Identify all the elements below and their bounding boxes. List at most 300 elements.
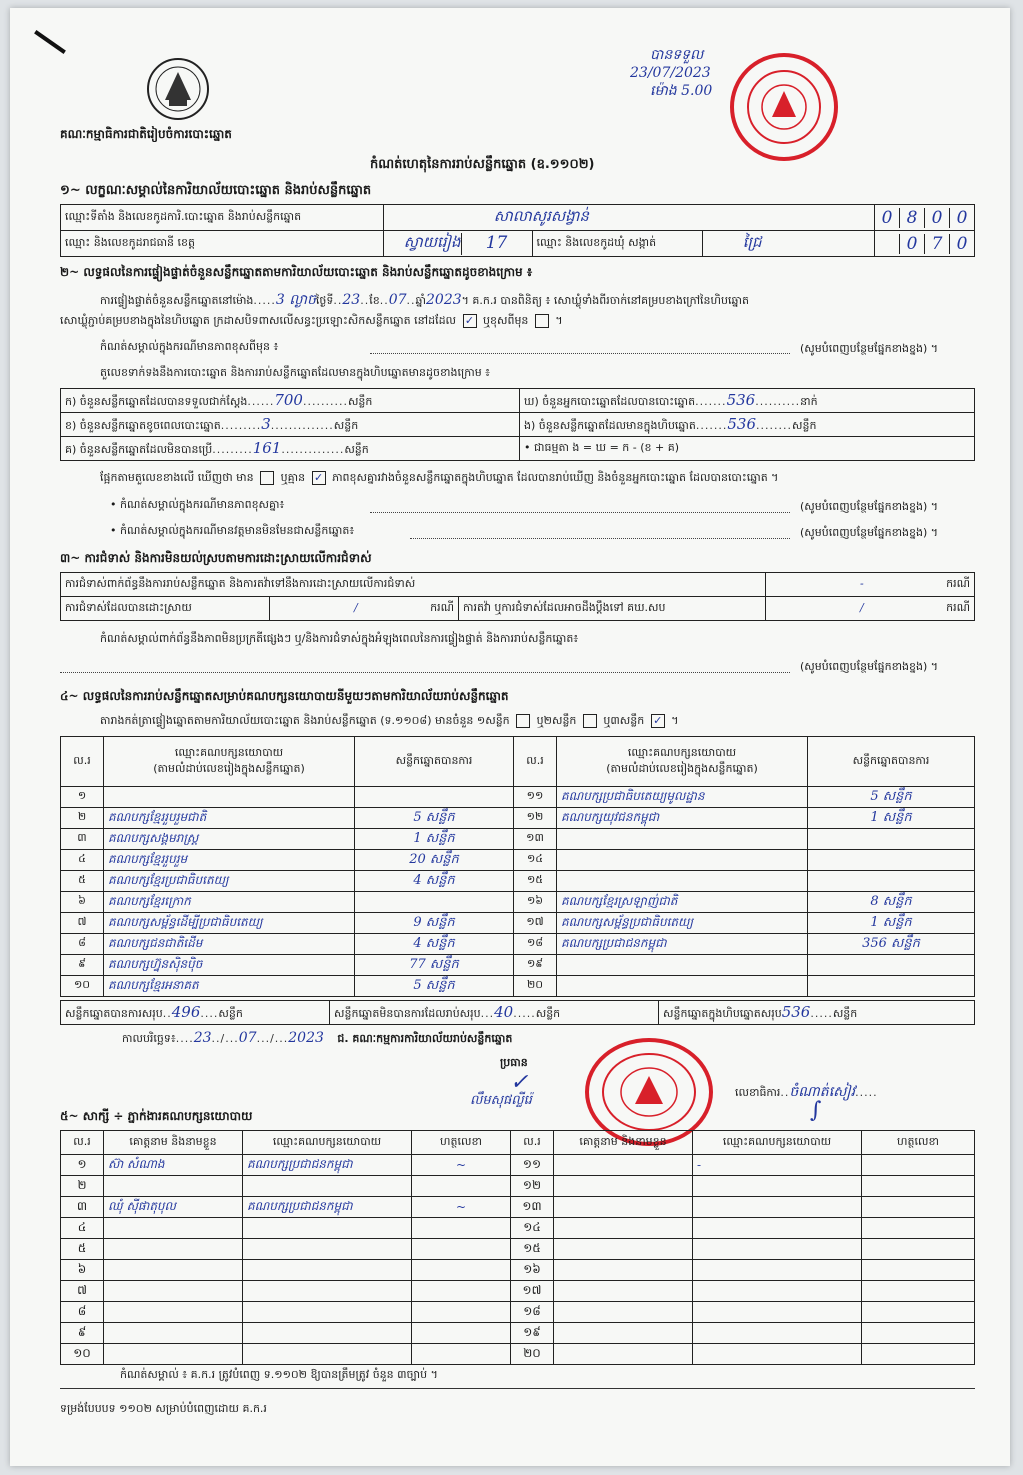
row-number: ៤ (61, 1218, 104, 1239)
row1-value: សាលាសូរសង្វាន់ (383, 205, 874, 231)
note-difference: កំណត់សម្គាល់ក្នុងករណីមានភាពខុសពីមុន ៖ (100, 340, 279, 353)
col-votes: សន្លឹកឆ្នោតបានការ (808, 737, 975, 787)
row-number: ៣ (61, 829, 104, 850)
witness-party (693, 1281, 862, 1302)
unchanged-checkbox[interactable]: ✓ (463, 314, 477, 328)
appeal-value: / (860, 600, 864, 614)
unit: នាក់ (800, 394, 818, 408)
committee-label: ជ. គណៈកម្មការការិយាល័យរាប់សន្លឹកឆ្នោត (337, 1032, 513, 1045)
col-votes: សន្លឹកឆ្នោតបានការ (355, 737, 514, 787)
party-name: គណបក្សជនជាតិដើម (104, 934, 355, 955)
witness-name (104, 1302, 243, 1323)
table-row (61, 1323, 975, 1344)
row-number: ១៤ (514, 850, 557, 871)
text: តារាងកត់ត្រាផ្ទៀងឆ្នោតតាមការិយាល័យបោះឆ្នោត និងរាប់សន្លឹកឆ្នោត (ទ.១១០៨) មានចំនួន ១សន្លឹក (100, 714, 510, 727)
row1-code (875, 205, 975, 231)
unit: សន្លឹក (333, 418, 359, 432)
table-row (61, 892, 975, 913)
col-no: ល.រ (514, 737, 557, 787)
secretary-name: ចំណាត់សៀវ (789, 1084, 856, 1100)
vote-count: 20 សន្លឹក (355, 850, 514, 871)
witness-name (104, 1218, 243, 1239)
party-name (557, 850, 808, 871)
witness-signature: ~ (412, 1197, 511, 1218)
date-month: 07 (238, 1030, 257, 1046)
witness-footnote: កំណត់សម្គាល់ ៖ គ.ក.រ ត្រូវបំពេញ ទ.១១០២ ឱ្យបានត្រឹមត្រូវ ចំនួន ៣ច្បាប់ ។ (120, 1368, 438, 1381)
row-number: ១៦ (514, 892, 557, 913)
witness-name (554, 1302, 693, 1323)
row-number: ១៥ (511, 1239, 554, 1260)
witness-party: - (693, 1155, 862, 1176)
witness-party (693, 1239, 862, 1260)
ko-label: គ) ចំនួនសន្លឹកឆ្នោតដែលមិនបានប្រើ (65, 442, 213, 456)
col-name: គោត្តនាម និងនាមខ្លួន (104, 1131, 243, 1155)
row-number: ១៩ (511, 1323, 554, 1344)
text: ថ្ងៃទី (315, 294, 334, 307)
witness-name (104, 1176, 243, 1197)
witness-signature (412, 1218, 511, 1239)
has-difference-checkbox[interactable] (260, 471, 274, 485)
col-name: គោត្តនាម និងនាមខ្លួន (554, 1131, 693, 1155)
witness-name (554, 1197, 693, 1218)
received-note (630, 46, 712, 100)
col-party: ឈ្មោះគណបក្សនយោបាយ (693, 1131, 862, 1155)
row-number: ១៦ (511, 1260, 554, 1281)
vote-count (355, 787, 514, 808)
totals-row: សន្លឹកឆ្នោតបានការសរុប..496....សន្លឹក សន្លឹកឆ្នោតមិនបានការដែលរាប់សរុប...40.....សន្លឹក សន្លឹកឆ្នោតក្នុងហិបឆ្នោតសរុប536.....សន្លឹក (60, 1000, 975, 1025)
text: ឬខុសពីមុន (483, 314, 529, 327)
table-row (61, 955, 975, 976)
chair-signature: ✓ (510, 1070, 529, 1095)
party-results-table (60, 736, 975, 997)
witness-signature (412, 1344, 511, 1365)
vote-count: 4 សន្លឹក (355, 871, 514, 892)
formula: ជាធម្មតា ង = ឃ = ក - (ខ + គ) (534, 440, 679, 454)
party-name (104, 787, 355, 808)
year-value: 2023 (426, 292, 462, 308)
witness-party (243, 1281, 412, 1302)
party-name: គណបក្សខ្មែររួបរួមជាតិ (104, 808, 355, 829)
document-title: កំណត់ហេតុនៃការរាប់សន្លឹកឆ្នោត (ឧ.១១០២) (370, 157, 595, 172)
nec-emblem-icon (145, 56, 211, 122)
date-label: កាលបរិច្ឆេទ៖ (122, 1032, 176, 1045)
col-party-title: ឈ្មោះគណបក្សនយោបាយ (174, 745, 284, 759)
text: ផ្អែកតាមតួលេខខាងលើ ឃើញថា មាន (100, 471, 254, 484)
row-number: ១១ (514, 787, 557, 808)
table-row (61, 1218, 975, 1239)
secretary-label: លេខាធិការ (735, 1086, 781, 1099)
unit: សន្លឹក (791, 418, 817, 432)
witness-signature: ~ (412, 1155, 511, 1176)
resolved-objections-value: / (354, 600, 358, 614)
table-row (61, 1302, 975, 1323)
table-row (61, 1239, 975, 1260)
witness-name (554, 1218, 693, 1239)
witness-name: ឈុំ សុីផាតុបុល (104, 1197, 243, 1218)
party-name: គណបក្សសម្ព័ន្ធដើម្បីប្រជាធិបតេយ្យ (104, 913, 355, 934)
code-digit: 8 (900, 208, 925, 228)
sum-invalid-value: 40 (494, 1002, 514, 1021)
row-number: ១៨ (511, 1302, 554, 1323)
row-number: ៩ (61, 1323, 104, 1344)
vote-count: 356 សន្លឹក (808, 934, 975, 955)
party-name: គណបក្សសម្ព័ន្ធប្រជាធិបតេយ្យ (557, 913, 808, 934)
party-name (557, 871, 808, 892)
table-row (61, 913, 975, 934)
witness-party: គណបក្សប្រជាជនកម្ពុជា (243, 1155, 412, 1176)
ka-label: ក) ចំនួនសន្លឹកឆ្នោតដែលបានទទួលជាក់ស្តែង (65, 394, 248, 408)
commune-name: ជ្រៃ (702, 231, 874, 257)
row-number: ២០ (511, 1344, 554, 1365)
table-row (61, 871, 975, 892)
section4-heading: ៤~ លទ្ធផលនៃការរាប់សន្លឹកឆ្នោតសម្រាប់គណបក្សនយោបាយនីមួយៗតាមការិយាល័យរាប់សន្លឹកឆ្នោត (60, 689, 509, 703)
table-row (61, 1197, 975, 1218)
text: សោឃ្លុំភ្ជាប់គម្របខាងក្នុងនៃហិបឆ្នោត ក្រដាសបិទពាសលើសន្ធះប្រឡោះសិកសន្លឹកឆ្នោត នៅដដែល (60, 314, 457, 327)
day-value: 23 (342, 292, 361, 308)
witness-signature (862, 1218, 975, 1239)
secretary-signature: ∫ (810, 1098, 822, 1123)
row-number: ៦ (61, 892, 104, 913)
row-number: ១៧ (511, 1281, 554, 1302)
witness-party (243, 1344, 412, 1365)
row-number: ៧ (61, 1281, 104, 1302)
received-date: 23/07/2023 (630, 65, 711, 81)
row-number: ៨ (61, 1302, 104, 1323)
witness-signature (862, 1302, 975, 1323)
resolved-objections-label: ការជំទាស់ដែលបានដោះស្រាយ (61, 597, 270, 621)
row-number: ៥ (61, 871, 104, 892)
party-name: គណបក្សប្រជាជនកម្ពុជា (557, 934, 808, 955)
province-name: ស្វាយរៀង (403, 232, 461, 251)
chair-name: លឹមសុផល្លីរ៉េ (470, 1093, 532, 1108)
unit: សន្លឹក (218, 1006, 243, 1020)
party-name: គណបក្សប្រជាធិបតេយ្យមូលដ្ឋាន (557, 787, 808, 808)
table-row (61, 1260, 975, 1281)
row-number: ១២ (511, 1176, 554, 1197)
witness-party (693, 1197, 862, 1218)
sum-valid-label: សន្លឹកឆ្នោតបានការសរុប (65, 1006, 163, 1020)
pen-mark (34, 30, 66, 54)
date-day: 23 (193, 1030, 212, 1046)
party-name (557, 976, 808, 997)
text: ។ គ.ក.រ បានពិនិត្យ ៖ សោឃ្លុំទាំងពីរចាក់នៅគម្របខាងក្រៅនៃហិបឆ្នោត (461, 294, 749, 307)
text: ការផ្ទៀងផ្ទាត់ចំនួនសន្លឹកឆ្នោតនៅម៉ោង (100, 294, 254, 307)
witness-party (243, 1239, 412, 1260)
kha-label: ខ) ចំនួនសន្លឹកឆ្នោតខូចពេលបោះឆ្នោត (65, 418, 221, 432)
vote-count: 1 សន្លឹក (355, 829, 514, 850)
witness-name (554, 1344, 693, 1365)
vote-count: 5 សន្លឹក (355, 808, 514, 829)
commune-code-digit: 7 (925, 234, 950, 254)
col-sign: ហត្ថលេខា (862, 1131, 975, 1155)
witness-name (554, 1176, 693, 1197)
section1-heading: ១~ លក្ខណៈសម្គាល់នៃការិយាល័យបោះឆ្នោត និងរាប់សន្លឹកឆ្នោត (60, 183, 372, 198)
party-name: គណបក្សខ្មែរស្រឡាញ់ជាតិ (557, 892, 808, 913)
vote-count: 9 សន្លឹក (355, 913, 514, 934)
witness-signature (862, 1260, 975, 1281)
chair-label: ប្រធាន (500, 1056, 528, 1069)
ngo-label: ង) ចំនួនសន្លឹកឆ្នោតដែលមានក្នុងហិបឆ្នោត (524, 418, 696, 432)
objection-row1-label: ការជំទាស់ពាក់ព័ន្ធនឹងការរាប់សន្លឹកឆ្នោត និងការតវ៉ាទៅនឹងការដោះស្រាយលើការជំទាស់ (61, 573, 766, 597)
row-number: ១០ (61, 976, 104, 997)
col-sign: ហត្ថលេខា (412, 1131, 511, 1155)
ko-value: 161 (252, 438, 282, 457)
vote-count (808, 955, 975, 976)
note-foreign-objects: • កំណត់សម្គាល់ក្នុងករណីមានវត្តមានមិនមែនជាសន្លឹកឆ្នោត៖ (110, 524, 355, 537)
table-row (61, 1344, 975, 1365)
table-row (61, 976, 975, 997)
sum-valid-value: 496 (171, 1002, 201, 1021)
case-unit: ករណី (946, 576, 970, 590)
witness-name (554, 1260, 693, 1281)
section3-heading: ៣~ ការជំទាស់ និងការមិនយល់ស្របតាមការដោះស្រាយលើការជំទាស់ (60, 551, 372, 565)
vote-count: 77 សន្លឹក (355, 955, 514, 976)
witness-party (693, 1260, 862, 1281)
tally-sheets-line: តារាងកត់ត្រាផ្ទៀងឆ្នោតតាមការិយាល័យបោះឆ្នោត និងរាប់សន្លឹកឆ្នោត (ទ.១១០៨) មានចំនួន ១សន្លឹក ឬ២សន្លឹក ឬ៣សន្លឹក ✓ ។ (100, 714, 679, 727)
month-value: 07 (388, 292, 407, 308)
col-party-sub: (តាមលំដាប់លេខរៀងក្នុងសន្លឹកឆ្នោត) (153, 761, 305, 775)
gho-label: ឃ) ចំនួនអ្នកបោះឆ្នោតដែលបានបោះឆ្នោត (524, 394, 696, 408)
row-number: ១៣ (514, 829, 557, 850)
witness-party (693, 1218, 862, 1239)
witness-name (554, 1239, 693, 1260)
section1-table (60, 204, 975, 257)
three-sheets-checkbox[interactable]: ✓ (651, 714, 665, 728)
row-number: ១៩ (514, 955, 557, 976)
unit: សន្លឹក (535, 1006, 561, 1020)
unit: សន្លឹក (347, 394, 373, 408)
witness-signature (862, 1323, 975, 1344)
witness-name: ស៊ា សំណាង (104, 1155, 243, 1176)
col-no: ល.រ (61, 737, 104, 787)
witness-name (104, 1239, 243, 1260)
case-unit: ករណី (430, 600, 454, 614)
row-number: ៩ (61, 955, 104, 976)
row2-label: ឈ្មោះ និងលេខកូដរាជធានី ខេត្ត (61, 231, 384, 257)
form-footer: ទម្រង់បែបបទ ១១០២ សម្រាប់បំពេញដោយ គ.ក.រ (60, 1402, 267, 1415)
date-year: 2023 (288, 1030, 324, 1046)
ngo-value: 536 (727, 414, 756, 433)
commune-code-digit: 0 (956, 233, 968, 254)
unit: សន្លឹក (344, 442, 369, 456)
witness-signature (412, 1176, 511, 1197)
party-name: គណបក្សសង្គមរាស្ត្រ (104, 829, 355, 850)
objection-row1-value: - (860, 576, 864, 590)
verification-line: ការផ្ទៀងផ្ទាត់ចំនួនសន្លឹកឆ្នោតនៅម៉ោង.....3 ល្ងាចថ្ងៃទី..23..ខែ..07..ឆ្នាំ2023។ គ.ក.រ បានពិនិត្យ ៖ សោឃ្លុំទាំងពីរចាក់នៅគម្របខាងក្រៅនៃហិបឆ្នោត (100, 292, 749, 308)
fill-hint: (សូមបំពេញបន្ថែមផ្នែកខាងខ្នង) ។ (800, 500, 939, 513)
witness-signature (412, 1260, 511, 1281)
commune-code-digit: 0 (900, 234, 925, 254)
row-number: ៦ (61, 1260, 104, 1281)
witness-signature (862, 1155, 975, 1176)
row-number: ៥ (61, 1239, 104, 1260)
witness-party (693, 1323, 862, 1344)
agency-name: គណៈកម្មាធិការជាតិរៀបចំការបោះឆ្នោត (60, 127, 232, 141)
party-name: គណបក្សយុវជនកម្ពុជា (557, 808, 808, 829)
figures-intro: តួលេខទាក់ទងនឹងការបោះឆ្នោត និងការរាប់សន្លឹកឆ្នោតដែលមានក្នុងហិបឆ្នោតមានដូចខាងក្រោម ៖ (100, 366, 491, 379)
difference-line (100, 471, 778, 487)
province-code: 17 (461, 233, 532, 255)
received-label: បានទទួល (650, 47, 704, 63)
party-name: គណបក្សខ្មែរប្រជាធិបតេយ្យ (104, 871, 355, 892)
witness-party (243, 1176, 412, 1197)
table-row (61, 829, 975, 850)
text: ខែ (369, 294, 380, 307)
witness-party (693, 1302, 862, 1323)
party-name: គណបក្សខ្មែរក្រោក (104, 892, 355, 913)
col-no: ល.រ (61, 1131, 104, 1155)
ka-value: 700 (274, 390, 303, 409)
col-party: ឈ្មោះគណបក្សនយោបាយ (243, 1131, 412, 1155)
vote-count: 5 សន្លឹក (355, 976, 514, 997)
witness-signature (862, 1197, 975, 1218)
row-number: ១៧ (514, 913, 557, 934)
witness-signature (862, 1344, 975, 1365)
table-row (61, 1281, 975, 1302)
no-difference-checkbox[interactable]: ✓ (312, 471, 326, 485)
secretary-line: លេខាធិការ..ចំណាត់សៀវ..... (735, 1084, 878, 1100)
witness-name (104, 1281, 243, 1302)
vote-count: 1 សន្លឹក (808, 913, 975, 934)
witness-signature (862, 1239, 975, 1260)
table-row (61, 787, 975, 808)
vote-count (808, 976, 975, 997)
gho-value: 536 (726, 390, 756, 409)
witness-party (243, 1218, 412, 1239)
party-name (557, 829, 808, 850)
witness-party (243, 1323, 412, 1344)
row-number: ៧ (61, 913, 104, 934)
witness-name (554, 1281, 693, 1302)
ballot-count-report-page (10, 8, 1010, 1466)
vote-count (808, 850, 975, 871)
vote-count: 5 សន្លឹក (808, 787, 975, 808)
irregularity-note: កំណត់សម្គាល់ពាក់ព័ន្ធនឹងភាពមិនប្រក្រតីផ្សេងៗ ឬ/និងការជំទាស់ក្នុងអំឡុងពេលនៃការផ្ទៀងផ្ទាត់ និងការរាប់សន្លឹកឆ្នោត៖ (100, 632, 579, 645)
col-party-sub: (តាមលំដាប់លេខរៀងក្នុងសន្លឹកឆ្នោត) (606, 761, 758, 775)
appeal-label: ការតវ៉ា ឬការជំទាស់ដែលអាចដឹងប្ដឹងទៅ គឃ.សប (459, 597, 766, 621)
witness-signature (412, 1239, 511, 1260)
table-row (61, 934, 975, 955)
kha-value: 3 (261, 414, 271, 433)
code-digit: 0 (925, 208, 950, 228)
code-digit: 0 (956, 207, 968, 228)
one-sheet-checkbox[interactable] (516, 714, 530, 728)
witness-signature (862, 1281, 975, 1302)
row-number: ១២ (514, 808, 557, 829)
witness-name (104, 1260, 243, 1281)
witness-name (554, 1155, 693, 1176)
received-time: ម៉ោង 5.00 (650, 83, 713, 99)
row-number: ២ (61, 808, 104, 829)
row-number: ១៤ (511, 1218, 554, 1239)
two-sheets-checkbox[interactable] (583, 714, 597, 728)
signing-date-line: កាលបរិច្ឆេទ៖....23../...07.../...2023 ជ. គណៈកម្មការការិយាល័យរាប់សន្លឹកឆ្នោត (122, 1030, 513, 1046)
witness-signature (412, 1302, 511, 1323)
witness-party: គណបក្សប្រជាជនកម្ពុជា (243, 1197, 412, 1218)
case-unit: ករណី (946, 600, 970, 614)
unit: សន្លឹក (832, 1006, 858, 1020)
objections-table (60, 572, 975, 621)
note-discrepancy: • កំណត់សម្គាល់ក្នុងករណីមានភាពខុសគ្នា៖ (110, 498, 285, 511)
row-number: ១ (61, 787, 104, 808)
vote-count: 4 សន្លឹក (355, 934, 514, 955)
col-party (104, 737, 355, 787)
vote-count: 1 សន្លឹក (808, 808, 975, 829)
text: ភាពខុសគ្នារវាងចំនួនសន្លឹកឆ្នោតក្នុងហិបឆ្នោត ដែលបានរាប់ឃើញ និងចំនួនអ្នកបោះឆ្នោត ដែលបានបោះឆ្នោត ។ (332, 471, 779, 484)
party-name: គណបក្សខ្មែររួបរួម (104, 850, 355, 871)
vote-count (355, 892, 514, 913)
witness-party (693, 1344, 862, 1365)
table-row (61, 1155, 975, 1176)
sum-total-label: សន្លឹកឆ្នោតក្នុងហិបឆ្នោតសរុប (663, 1006, 782, 1020)
row1-label: ឈ្មោះទីតាំង និងលេខកូដការិ.បោះឆ្នោត និងរាប់សន្លឹកឆ្នោត (61, 205, 384, 231)
vote-count: 8 សន្លឹក (808, 892, 975, 913)
vote-count (808, 829, 975, 850)
fill-hint: (សូមបំពេញបន្ថែមផ្នែកខាងខ្នង) ។ (800, 342, 939, 355)
sum-total-value: 536 (781, 1002, 811, 1021)
witness-signature (412, 1323, 511, 1344)
vote-count (808, 871, 975, 892)
text: ឆ្នាំ (415, 294, 427, 307)
col-party (557, 737, 808, 787)
party-name: គណបក្សហ្វ៊ុនស៊ិនប៉ិច (104, 955, 355, 976)
text: ឬ២សន្លឹក (536, 714, 577, 727)
witness-name (554, 1323, 693, 1344)
witness-party (243, 1260, 412, 1281)
party-name (557, 955, 808, 976)
code-digit: 0 (875, 208, 900, 228)
row-number: ៣ (61, 1197, 104, 1218)
witness-table (60, 1130, 975, 1365)
fill-hint: (សូមបំពេញបន្ថែមផ្នែកខាងខ្នង) ។ (800, 660, 939, 673)
nec-seal-top-icon (730, 53, 838, 161)
figures-table: ក) ចំនួនសន្លឹកឆ្នោតដែលបានទទួលជាក់ស្តែង......700..........សន្លឹក ឃ) ចំនួនអ្នកបោះឆ្នោតដែលបានបោះឆ្នោត.......536..........នាក់ ខ) ចំនួនសន្លឹកឆ្នោតខូចពេលបោះឆ្នោត.........3..............សន្លឹក ង) ចំនួនសន្លឹកឆ្នោតដែលមានក្នុងហិបឆ្នោត.......536........សន្លឹក គ) ចំនួនសន្លឹកឆ្នោតដែលមិនបានប្រើ.........161..............សន្លឹក • ជាធម្មតា ង = ឃ = ក - (ខ + គ) (60, 388, 975, 461)
row-number: ១៣ (511, 1197, 554, 1218)
row-number: ១៨ (514, 934, 557, 955)
row-number: ១០ (61, 1344, 104, 1365)
row-number: ២ (61, 1176, 104, 1197)
witness-signature (862, 1176, 975, 1197)
party-name: គណបក្សខ្មែរអនាគត (104, 976, 355, 997)
time-value: 3 ល្ងាច (275, 292, 316, 308)
row-number: ១ (61, 1155, 104, 1176)
witness-party (243, 1302, 412, 1323)
section5-heading: ៥~ សាក្សី ÷ ភ្នាក់ងារគណបក្សនយោបាយ (60, 1109, 253, 1123)
row-number: ២០ (514, 976, 557, 997)
fill-hint: (សូមបំពេញបន្ថែមផ្នែកខាងខ្នង) ។ (800, 526, 939, 539)
text: ឬគ្មាន (280, 471, 306, 484)
row-number: ៨ (61, 934, 104, 955)
witness-signature (412, 1281, 511, 1302)
witness-party (693, 1176, 862, 1197)
witness-name (104, 1344, 243, 1365)
col-party-title: ឈ្មោះគណបក្សនយោបាយ (627, 745, 737, 759)
changed-checkbox[interactable] (535, 314, 549, 328)
table-row (61, 1176, 975, 1197)
witness-name (104, 1323, 243, 1344)
col-no: ល.រ (511, 1131, 554, 1155)
row-number: ១១ (511, 1155, 554, 1176)
table-row (61, 808, 975, 829)
table-row (61, 850, 975, 871)
seal-check-line: សោឃ្លុំភ្ជាប់គម្របខាងក្នុងនៃហិបឆ្នោត ក្រដាសបិទពាសលើសន្ធះប្រឡោះសិកសន្លឹកឆ្នោត នៅដដែល ✓ ឬខុសពីមុន ។ (60, 314, 563, 327)
row-number: ៤ (61, 850, 104, 871)
row-number: ១៥ (514, 871, 557, 892)
commune-label: ឈ្មោះ និងលេខកូដឃុំ សង្កាត់ (532, 231, 702, 257)
section2-heading: ២~ លទ្ធផលនៃការផ្ទៀងផ្ទាត់ចំនួនសន្លឹកឆ្នោតតាមការិយាល័យបោះឆ្នោត និងរាប់សន្លឹកឆ្នោតដូចខាងក្រោម ៖ (60, 265, 533, 279)
text: ឬ៣សន្លឹក (603, 714, 645, 727)
sum-invalid-label: សន្លឹកឆ្នោតមិនបានការដែលរាប់សរុប (334, 1006, 481, 1020)
